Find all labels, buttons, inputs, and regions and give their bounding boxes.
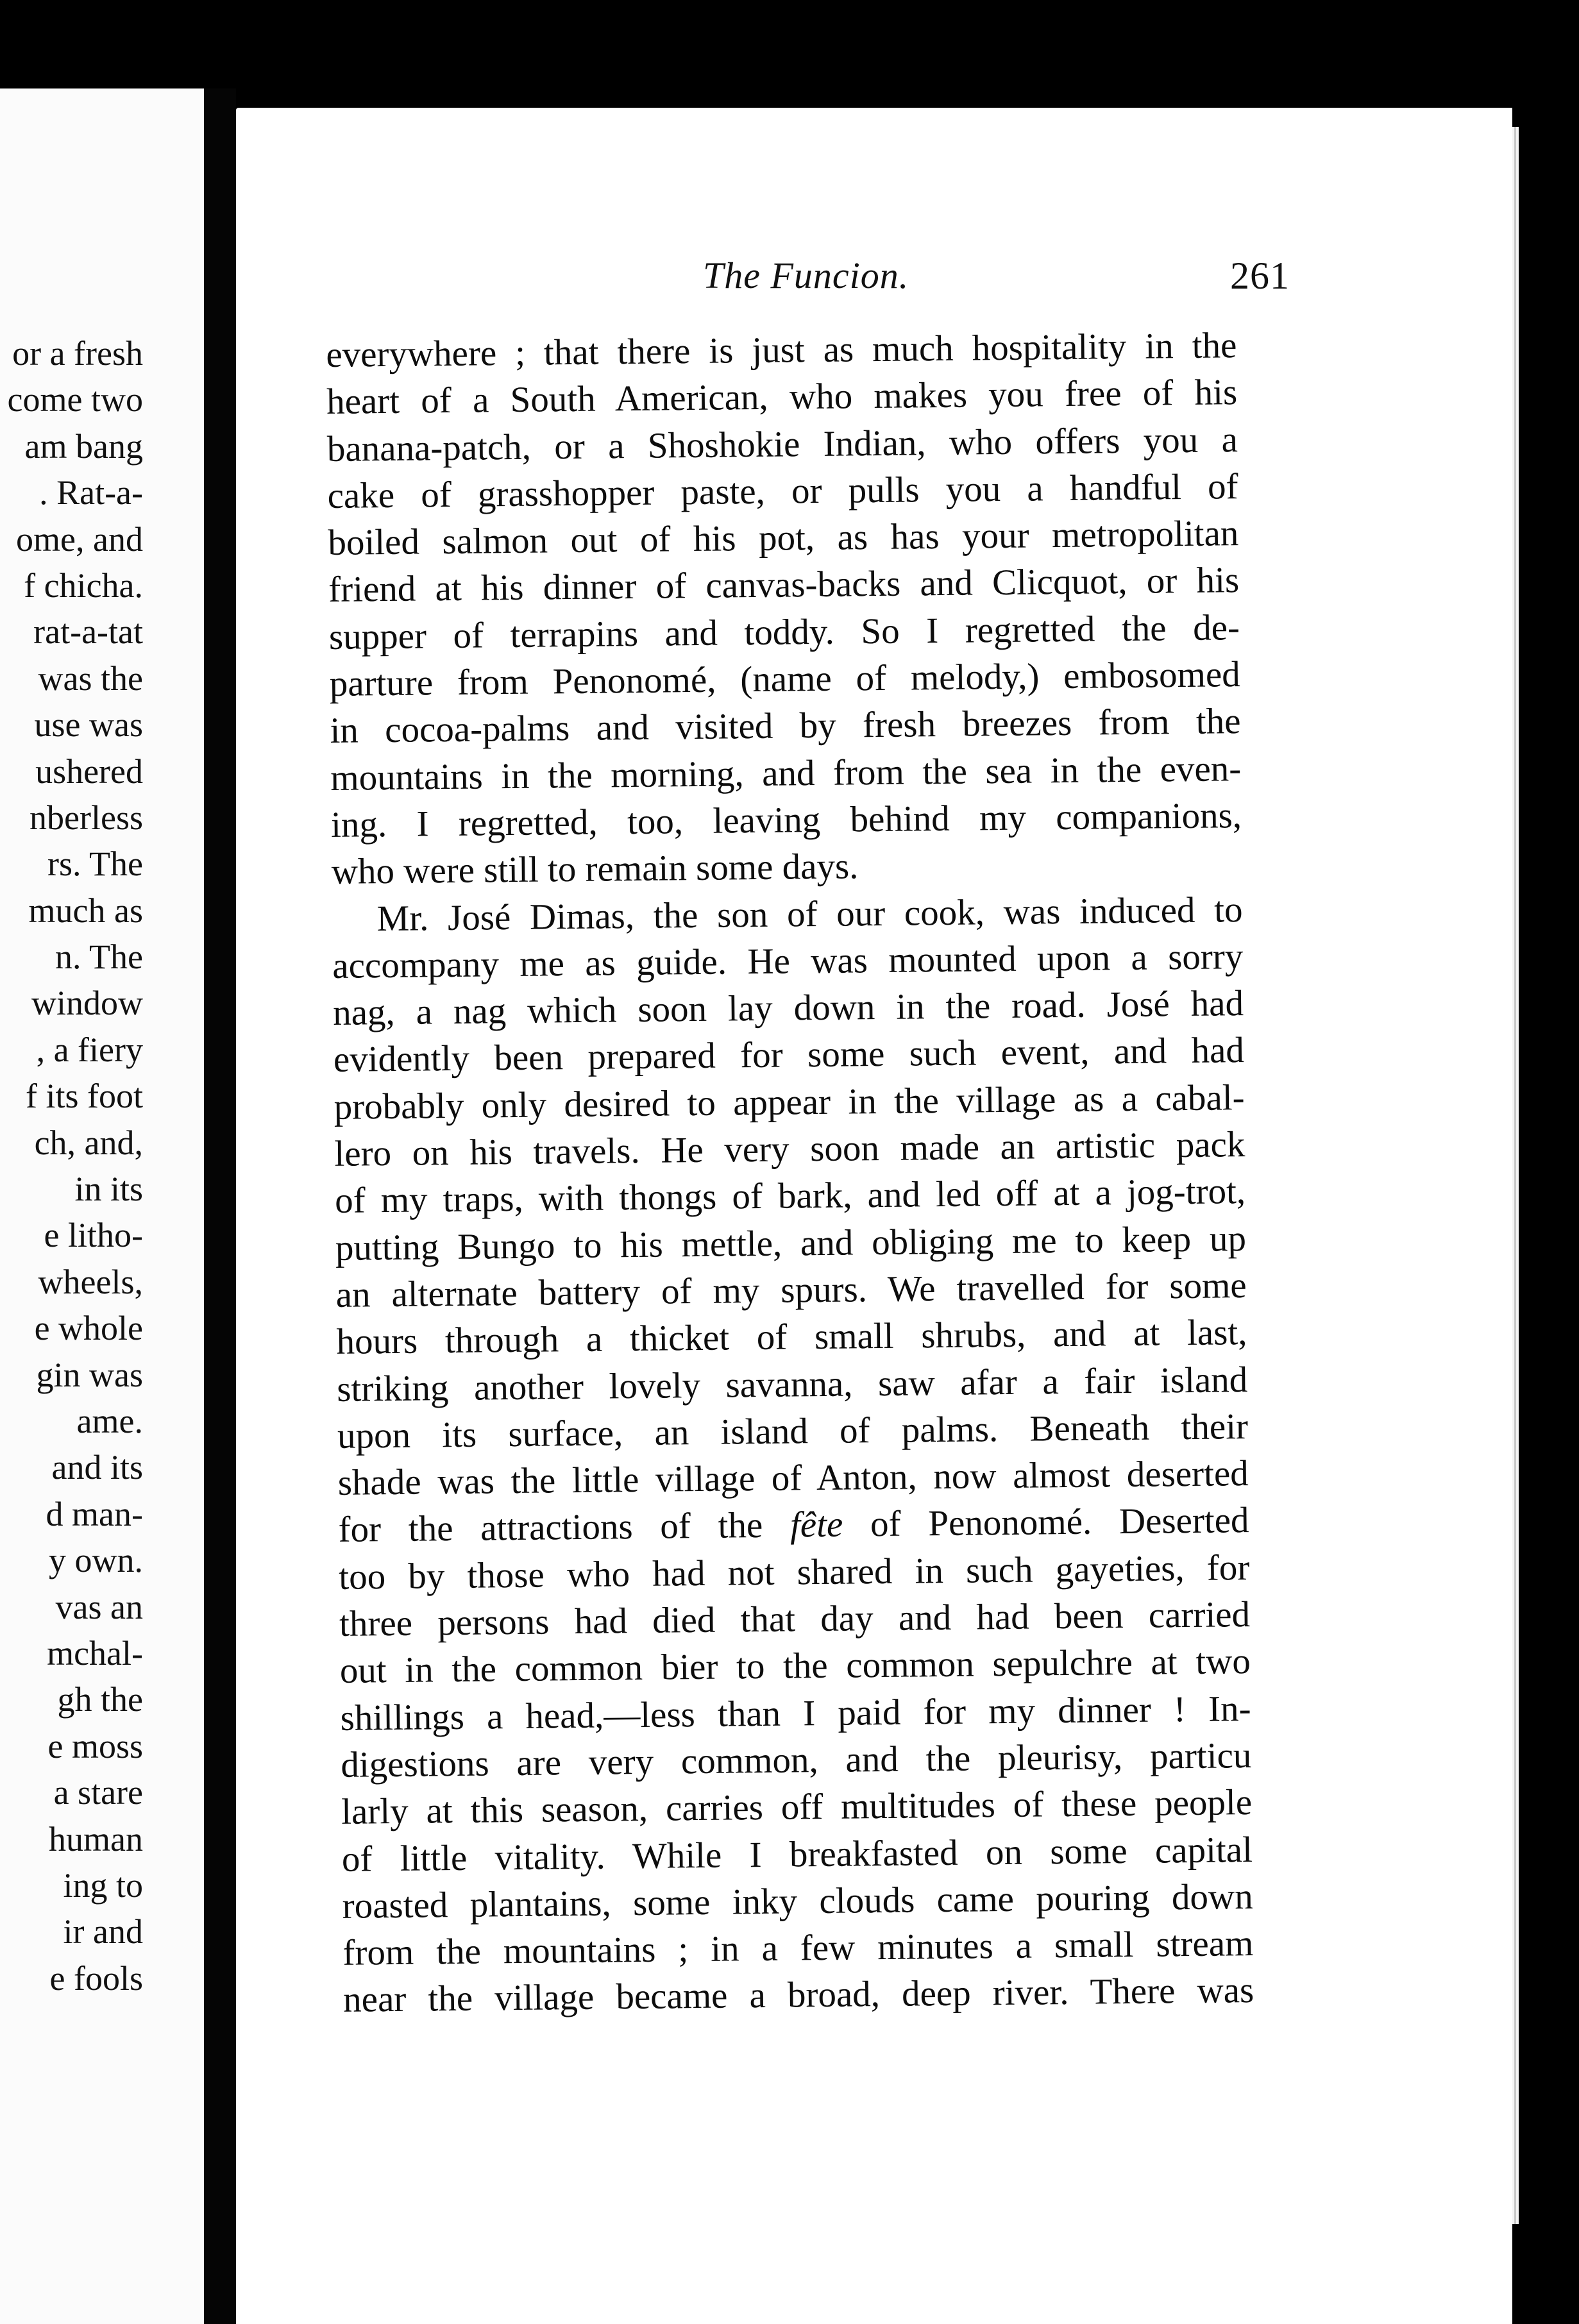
previous-page-text — [8, 330, 143, 2001]
text-line: out in the common bier to the common sepulchre at two — [339, 1641, 1251, 1692]
text-line: upon its surface, an island of palms. Beneath their — [337, 1406, 1249, 1456]
text-line: digestions are very common, and the pleurisy, particu — [341, 1735, 1252, 1785]
text-line: lero on his travels. He very soon made an artistic pack — [334, 1124, 1245, 1174]
previous-page-line: e whole — [34, 1309, 143, 1348]
previous-page-line: ir and — [63, 1912, 143, 1951]
text-line: roasted plantains, some inky clouds came pouring down — [342, 1876, 1253, 1926]
text-line: accompany me as guide. He was mounted upon a sorry — [332, 936, 1244, 986]
previous-page-line: f its foot — [26, 1077, 143, 1116]
running-head — [236, 254, 1512, 324]
text-line: cake of grasshopper paste, or pulls you a handful of — [327, 466, 1238, 516]
previous-page-line: e moss — [47, 1726, 143, 1765]
previous-page-line: rs. The — [47, 845, 143, 884]
text-line: who were still to remain some days. — [331, 846, 859, 893]
text-line: probably only desired to appear in the village as a cabal- — [334, 1077, 1245, 1127]
previous-page-line: ing to — [63, 1865, 143, 1905]
previous-page-line: much as — [28, 891, 143, 930]
previous-page-line: . Rat-a- — [39, 473, 143, 512]
previous-page-line: e litho- — [44, 1216, 143, 1255]
previous-page-line: wheels, — [38, 1262, 143, 1301]
previous-page-line: d man- — [46, 1494, 143, 1533]
text-line: an alternate battery of my spurs. We travelled for some — [335, 1265, 1247, 1315]
text-line: near the village became a broad, deep river. There was — [342, 1970, 1254, 2021]
text-line: larly at this season, carries off multitudes of these people — [341, 1782, 1253, 1833]
text-line: Mr. José Dimas, the son of our cook, was induced to — [376, 889, 1243, 939]
previous-page-line: was the — [38, 659, 143, 698]
text-line: heart of a South American, who makes you free of his — [326, 372, 1238, 423]
previous-page-line: or a fresh — [12, 334, 143, 373]
previous-page-line: window — [31, 984, 143, 1023]
previous-page-line: n. The — [55, 938, 143, 977]
text-line: mountains in the morning, and from the sea in the even- — [330, 748, 1242, 798]
previous-page-line: human — [49, 1819, 143, 1858]
previous-page-line: ushered — [35, 752, 143, 791]
book-gutter — [204, 88, 236, 2324]
text-line: shillings a head,—less than I paid for my dinner ! In- — [340, 1688, 1251, 1739]
text-line: in cocoa-palms and visited by fresh breezes from the — [330, 701, 1241, 752]
text-line: nag, a nag which soon lay down in the road. José had — [332, 983, 1244, 1034]
page-number: 261 — [1230, 255, 1290, 297]
previous-page-line: mchal- — [47, 1633, 143, 1672]
previous-page-line: gh the — [57, 1680, 143, 1719]
previous-page-line: use was — [34, 705, 143, 745]
text-line: putting Bungo to his mettle, and obliging me to keep up — [335, 1218, 1247, 1268]
previous-page-line: ame. — [76, 1401, 143, 1440]
previous-page-line: and its — [51, 1448, 143, 1487]
paragraph-2 — [332, 886, 1254, 2024]
text-line: of little vitality. While I breakfasted on some capital — [341, 1829, 1253, 1880]
previous-page-line: rat-a-tat — [33, 612, 143, 652]
fete-italic: fête — [790, 1504, 843, 1545]
text-line: of my traps, with thongs of bark, and led off at a jog-trot, — [334, 1171, 1246, 1222]
previous-page-line: in its — [74, 1170, 143, 1209]
previous-page-line: , a fiery — [36, 1030, 143, 1069]
previous-page-line: e fools — [49, 1958, 143, 1998]
previous-page-line: ch, and, — [34, 1123, 143, 1162]
text-line: friend at his dinner of canvas-backs and Clicquot, or his — [328, 560, 1240, 610]
text-line-fete: for the attractions of the fête of Penonomé. Deserted — [338, 1500, 1249, 1551]
text-line: parture from Penonomé, (name of melody,) embosomed — [329, 654, 1241, 705]
text-line: ing. I regretted, too, leaving behind my companions, — [330, 795, 1242, 845]
text-line: hours through a thicket of small shrubs, and at last, — [336, 1312, 1247, 1363]
text-line: from the mountains ; in a few minutes a small stream — [342, 1923, 1254, 1973]
text-line: supper of terrapins and toddy. So I regretted the de- — [328, 607, 1240, 657]
text-line: too by those who had not shared in such gayeties, for — [339, 1547, 1250, 1597]
current-page — [236, 108, 1512, 2324]
previous-page-line: nberless — [30, 798, 143, 837]
previous-page-line: vas an — [55, 1587, 143, 1626]
running-title: The Funcion. — [703, 255, 909, 296]
previous-page-line: come two — [7, 380, 143, 419]
text-line: striking another lovely savanna, saw afar a fair island — [336, 1359, 1248, 1410]
previous-page-line: ome, and — [16, 519, 143, 559]
previous-page-line: gin was — [36, 1355, 143, 1394]
previous-page-line: y own. — [49, 1541, 143, 1580]
previous-page-line: a stare — [53, 1773, 143, 1812]
previous-page-line: am bang — [24, 426, 143, 466]
previous-page-line: f chicha. — [24, 566, 143, 605]
text-line: evidently been prepared for some such event, and had — [333, 1030, 1245, 1081]
text-line: three persons had died that day and had been carried — [339, 1594, 1251, 1644]
text-line: boiled salmon out of his pot, as has your metropolitan — [328, 513, 1239, 564]
text-line: banana-patch, or a Shoshokie Indian, who offers you a — [326, 419, 1238, 469]
paragraph-1 — [326, 322, 1242, 895]
body-text — [326, 322, 1254, 2023]
text-line: shade was the little village of Anton, now almost deserted — [337, 1453, 1249, 1504]
previous-page — [0, 88, 204, 2324]
text-line: everywhere ; that there is just as much hospitality in the — [326, 325, 1237, 375]
